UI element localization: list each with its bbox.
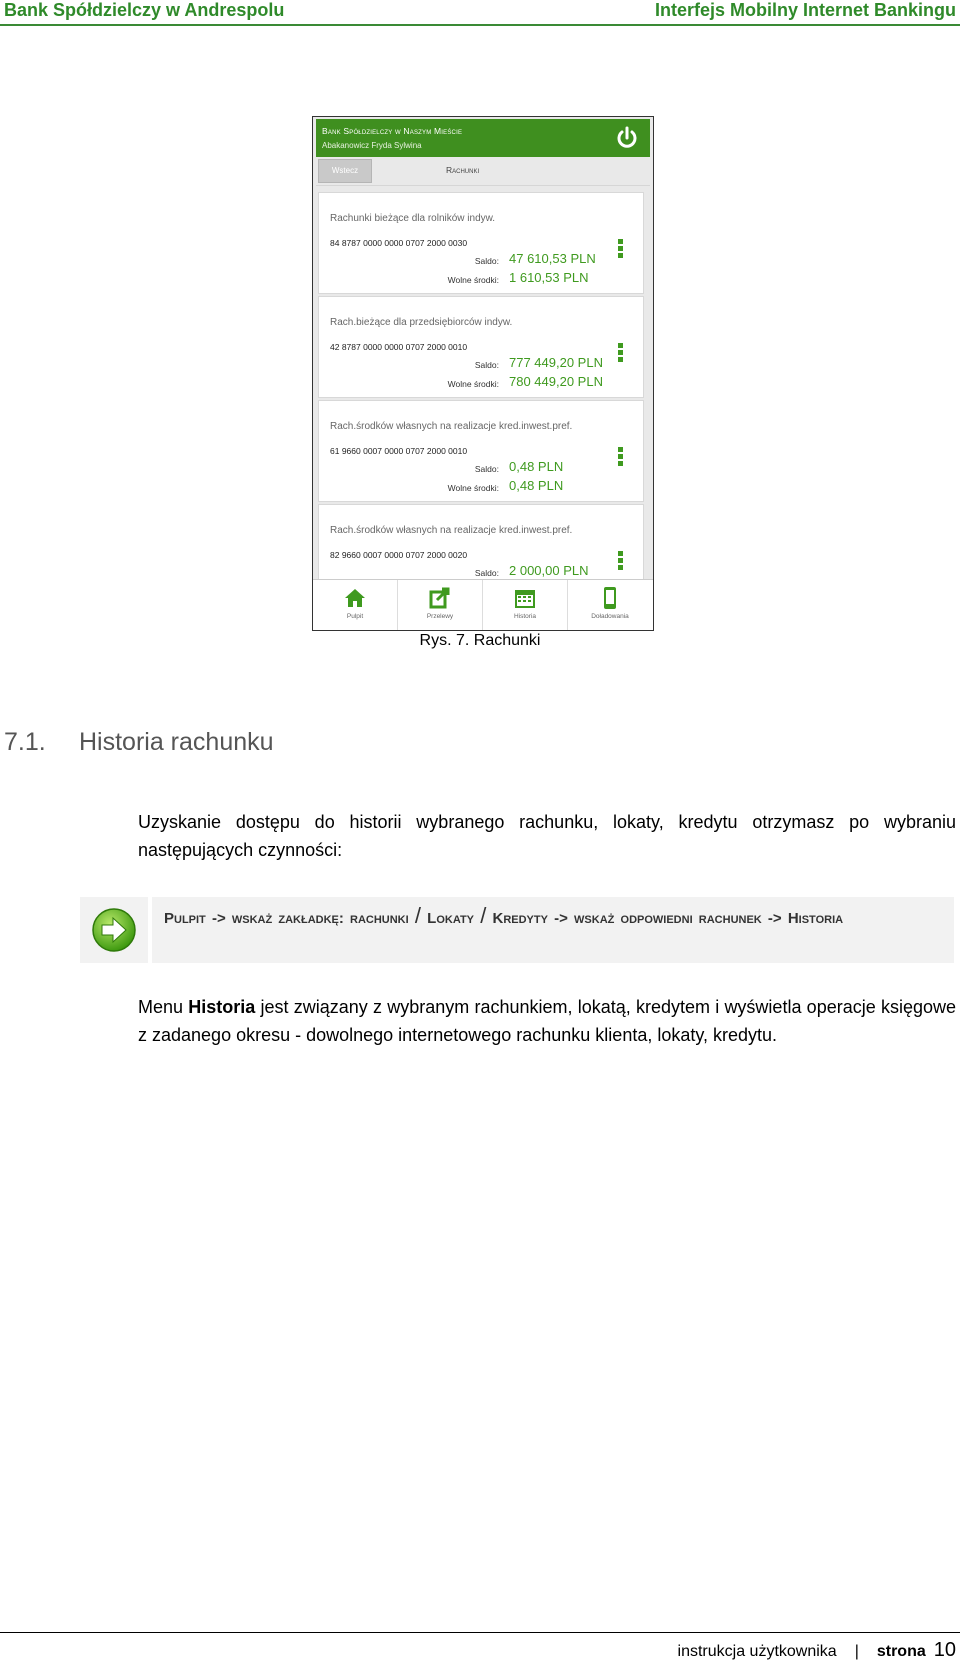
footer-separator: |	[854, 1643, 859, 1660]
menu-name-bold: Historia	[188, 997, 256, 1017]
section-title: Historia rachunku	[79, 728, 274, 756]
page-header	[0, 0, 960, 26]
saldo-value: 2 000,00 PLN	[509, 563, 589, 578]
app-navbar	[316, 157, 650, 186]
arrow-right-icon	[80, 897, 152, 963]
home-icon	[343, 586, 367, 610]
account-card[interactable]	[318, 192, 644, 294]
page-number: 10	[933, 1639, 956, 1661]
screen-title: Rachunki	[446, 165, 480, 175]
footer-page-label: strona	[876, 1643, 926, 1660]
kebab-menu-icon[interactable]	[618, 551, 623, 572]
footer-text	[678, 1639, 956, 1662]
account-card[interactable]	[318, 296, 644, 398]
kebab-menu-icon[interactable]	[618, 239, 623, 260]
path-step: Lokaty	[427, 910, 475, 927]
saldo-label: Saldo:	[474, 568, 499, 578]
account-name: Rach.bieżące dla przedsiębiorców indyw.	[330, 317, 513, 328]
power-icon[interactable]	[614, 125, 640, 151]
tab-label: Pulpit	[346, 613, 364, 620]
header-bank-name: Bank Spółdzielczy w Andrespolu	[4, 0, 285, 20]
footer-doc-name: instrukcja użytkownika	[677, 1643, 837, 1660]
saldo-label: Saldo:	[474, 464, 499, 474]
saldo-value: 777 449,20 PLN	[509, 355, 603, 370]
free-funds-label: Wolne środki:	[447, 379, 499, 389]
transfer-icon	[428, 586, 452, 610]
tab-label: Przelewy	[426, 613, 454, 620]
header-doc-title: Interfejs Mobilny Internet Bankingu	[654, 0, 956, 20]
section-heading	[4, 728, 274, 757]
saldo-value: 0,48 PLN	[509, 459, 564, 474]
free-funds-value: 780 449,20 PLN	[509, 374, 603, 389]
back-button[interactable]: Wstecz	[318, 159, 372, 183]
saldo-value: 47 610,53 PLN	[509, 251, 596, 266]
saldo-label: Saldo:	[474, 256, 499, 266]
description-text: Menu	[138, 997, 189, 1017]
account-name: Rach.środków własnych na realizacje kred.inwest.pref.	[330, 421, 573, 432]
account-card[interactable]	[318, 400, 644, 502]
app-bank-name: Bank Spółdzielczy w Naszym Mieście	[322, 126, 463, 136]
tab-pulpit[interactable]	[313, 580, 398, 630]
account-number: 82 9660 0007 0000 0707 2000 0020	[330, 550, 468, 560]
tab-przelewy[interactable]	[398, 580, 483, 630]
path-step: Pulpit -> wskaż zakładkę: rachunki	[164, 910, 409, 927]
tab-historia[interactable]	[483, 580, 568, 630]
kebab-menu-icon[interactable]	[618, 343, 623, 364]
account-number: 84 8787 0000 0000 0707 2000 0030	[330, 238, 468, 248]
path-separator: /	[480, 903, 487, 928]
free-funds-label: Wolne środki:	[447, 483, 499, 493]
description-paragraph	[138, 993, 956, 1049]
app-topbar	[316, 119, 650, 157]
kebab-menu-icon[interactable]	[618, 447, 623, 468]
account-name: Rach.środków własnych na realizacje kred.inwest.pref.	[330, 525, 573, 536]
account-number: 61 9660 0007 0000 0707 2000 0010	[330, 446, 468, 456]
description-text: jest związany z wybranym rachunkiem, lokatą, kredytem i wyświetla operacje księgowe z zadanego okresu - dowolnego internetowego rachunku klienta, lokaty, kredytu.	[138, 997, 956, 1045]
instruction-box	[80, 897, 954, 963]
free-funds-label: Wolne środki:	[447, 275, 499, 285]
calendar-icon	[513, 586, 537, 610]
tab-doladowania[interactable]	[568, 580, 652, 630]
phone-screenshot	[312, 116, 654, 631]
path-step: Kredyty -> wskaż odpowiedni rachunek -> Historia	[492, 910, 844, 927]
free-funds-value: 1 610,53 PLN	[509, 270, 589, 285]
tab-label: Historia	[513, 613, 537, 620]
free-funds-value: 0,48 PLN	[509, 478, 564, 493]
account-number: 42 8787 0000 0000 0707 2000 0010	[330, 342, 468, 352]
instruction-path	[164, 901, 944, 933]
intro-paragraph: Uzyskanie dostępu do historii wybranego rachunku, lokaty, kredytu otrzymasz po wybraniu następujących czynności:	[138, 812, 956, 860]
path-separator: /	[414, 903, 421, 928]
mobile-phone-icon	[598, 586, 622, 610]
page-footer	[0, 1632, 960, 1661]
section-number: 7.1.	[4, 728, 46, 756]
account-name: Rachunki bieżące dla rolników indyw.	[330, 213, 496, 224]
saldo-label: Saldo:	[474, 360, 499, 370]
tab-label: Doładowania	[591, 613, 629, 620]
app-user-name: Abakanowicz Fryda Sylwina	[322, 141, 422, 150]
figure-caption: Rys. 7. Rachunki	[419, 632, 541, 649]
app-tabbar	[313, 579, 653, 630]
